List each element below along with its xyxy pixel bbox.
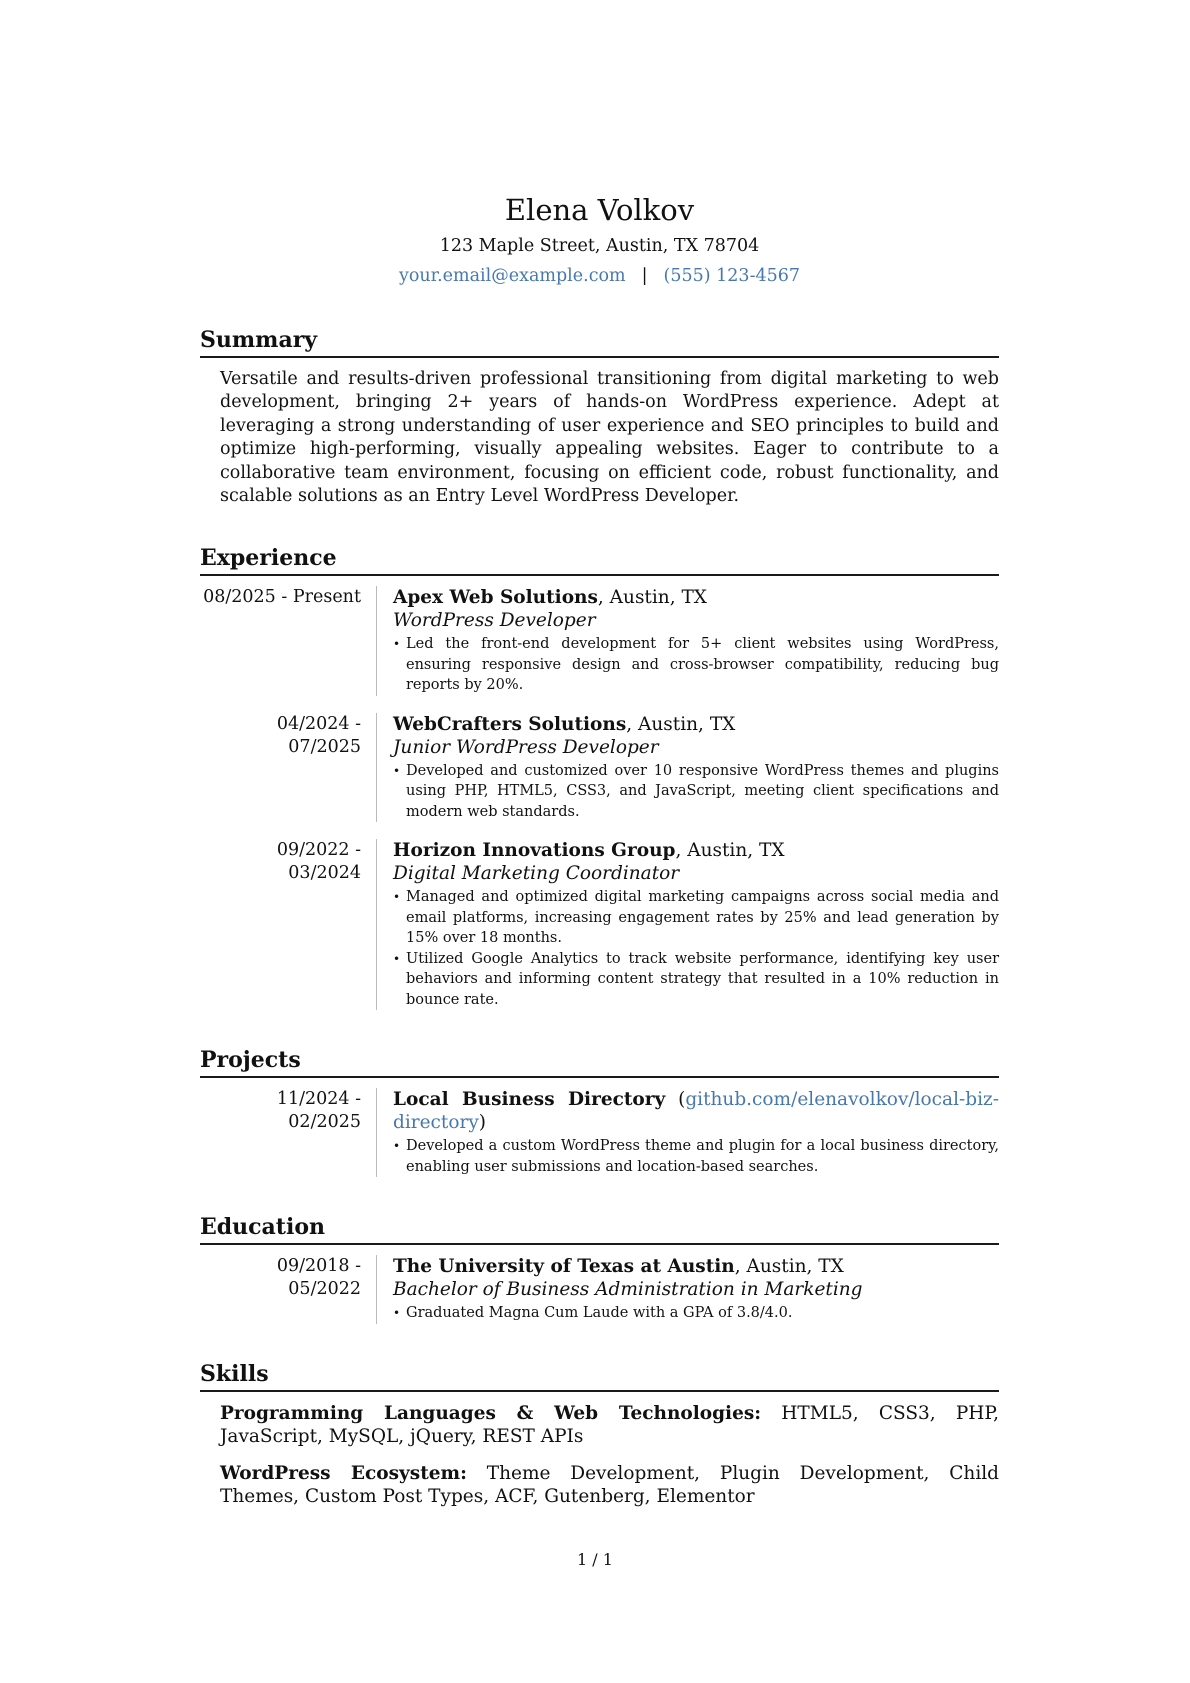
email-link[interactable]: your.email@example.com (398, 266, 626, 286)
entry-heading (393, 1088, 999, 1134)
entry-body (376, 1088, 999, 1177)
entry-body (376, 586, 999, 696)
entry-date: 04/2024 - 07/2025 (276, 713, 361, 757)
company-location: , Austin, TX (675, 840, 785, 862)
job-title: Digital Marketing Coordinator (393, 863, 680, 885)
skill-label: Programming Languages & Web Technologies: (220, 1402, 762, 1424)
candidate-name: Elena Volkov (504, 193, 695, 227)
entry-date: 09/2022 - 03/2024 (276, 840, 361, 884)
company-name: Horizon Innovations Group (393, 840, 676, 862)
project-entry (200, 1088, 999, 1177)
paren-open: ( (665, 1089, 686, 1111)
entry-heading (393, 713, 999, 736)
experience-entry (200, 713, 999, 823)
contact-separator: | (641, 266, 648, 286)
company-name: Apex Web Solutions (393, 587, 598, 609)
bullet-list (393, 634, 999, 696)
education-title: Education (200, 1213, 999, 1245)
entry-heading (393, 839, 999, 862)
experience-entry (200, 586, 999, 696)
job-title: WordPress Developer (393, 610, 596, 632)
skills-section (200, 1360, 999, 1508)
entry-body (376, 713, 999, 823)
bullet-list (393, 887, 999, 1010)
entry-date: 11/2024 - 02/2025 (276, 1089, 361, 1133)
company-location: , Austin, TX (597, 587, 707, 609)
bullet-list (393, 1136, 999, 1177)
bullet-list (393, 761, 999, 823)
entry-heading (393, 1255, 999, 1278)
bullet-item: • Led the front-end development for 5+ client websites using WordPress, ensuring responsive design and cross-browser compatibility, reducing bug reports by 20%. (393, 634, 999, 696)
summary-title: Summary (200, 326, 999, 358)
address: 123 Maple Street, Austin, TX 78704 (439, 236, 760, 256)
skill-label: WordPress Ecosystem: (220, 1462, 467, 1484)
entry-date: 08/2025 - Present (203, 587, 361, 608)
skills-list (220, 1402, 999, 1508)
experience-section (200, 544, 999, 1010)
company-location: , Austin, TX (626, 713, 736, 735)
entry-heading (393, 586, 999, 609)
job-title: Junior WordPress Developer (393, 736, 659, 758)
school-location: , Austin, TX (734, 1256, 844, 1278)
entry-body (376, 839, 999, 1010)
skill-value: HTML5, CSS3, PHP, JavaScript, MySQL, jQuery, REST APIs (220, 1402, 1000, 1447)
experience-entry (200, 839, 999, 1010)
bullet-list (393, 1303, 999, 1324)
entry-body (376, 1255, 999, 1324)
bullet-item: • Developed and customized over 10 responsive WordPress themes and plugins using PHP, HTML5, CSS3, and JavaScript, meeting client specifications and modern web standards. (393, 761, 999, 823)
company-name: WebCrafters Solutions (393, 713, 627, 735)
summary-text: Versatile and results-driven professional transitioning from digital marketing to web development, bringing 2+ years of hands-on WordPress experience. Adept at leveraging a strong understanding of user experience and SEO principles to build and optimize high-performing, visually appealing websites. Eager to contribute to a collaborative team environment, focusing on efficient code, robust functionality, and scalable solutions as an Entry Level WordPress Developer. (220, 369, 999, 507)
contact-line (200, 264, 999, 288)
education-entry (200, 1255, 999, 1324)
project-name: Local Business Directory (393, 1089, 666, 1111)
bullet-item: • Graduated Magna Cum Laude with a GPA of 3.8/4.0. (393, 1303, 999, 1324)
entry-date: 09/2018 - 05/2022 (276, 1256, 361, 1300)
skill-line (220, 1402, 999, 1448)
projects-section (200, 1046, 999, 1177)
bullet-item: • Managed and optimized digital marketing campaigns across social media and email platforms, increasing engagement rates by 25% and lead generation by 15% over 18 months. (393, 887, 999, 949)
education-section (200, 1213, 999, 1324)
summary-section (200, 326, 999, 508)
bullet-item: • Utilized Google Analytics to track website performance, identifying key user behaviors and informing content strategy that resulted in a 10% reduction in bounce rate. (393, 949, 999, 1011)
experience-title: Experience (200, 544, 999, 576)
project-link[interactable]: github.com/elenavolkov/local-biz-directory (393, 1089, 999, 1134)
page-number: 1 / 1 (577, 1550, 613, 1569)
paren-close: ) (478, 1112, 486, 1134)
skill-line (220, 1462, 999, 1508)
phone-link[interactable]: (555) 123-4567 (663, 266, 801, 286)
skill-value: Theme Development, Plugin Development, Child Themes, Custom Post Types, ACF, Gutenberg, Elementor (220, 1462, 999, 1507)
school-name: The University of Texas at Austin (393, 1256, 735, 1278)
bullet-item: • Developed a custom WordPress theme and plugin for a local business directory, enabling user submissions and location-based searches. (393, 1136, 999, 1177)
resume-page (200, 0, 999, 1508)
skills-title: Skills (200, 1360, 999, 1392)
projects-title: Projects (200, 1046, 999, 1078)
degree: Bachelor of Business Administration in Marketing (393, 1279, 863, 1301)
resume-header (200, 0, 999, 288)
